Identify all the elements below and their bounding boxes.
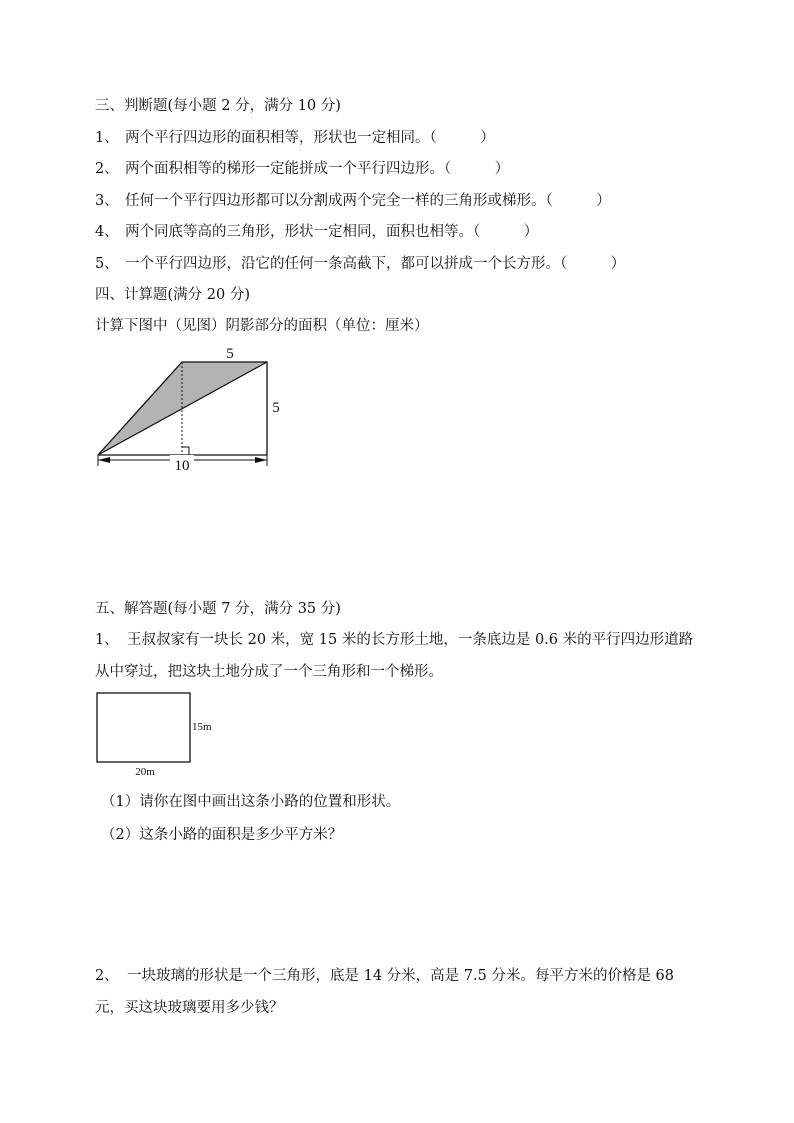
question-1-sub-2: （2）这条小路的面积是多少平方米？	[101, 827, 343, 843]
item-number: 3、	[95, 193, 119, 209]
item-text: 一个平行四边形，沿它的任何一条高截下，都可以拼成一个长方形。（ ）	[125, 256, 626, 272]
question-2	[95, 960, 705, 1024]
item-text: 两个同底等高的三角形，形状一定相同，面积也相等。（ ）	[125, 224, 539, 240]
item-text: 任何一个平行四边形都可以分割成两个完全一样的三角形或梯形。（ ）	[125, 193, 611, 209]
question-text: 王叔叔家有一块长 20 米，宽 15 米的长方形土地，一条底边是 0.6 米的平行四边形道路从中穿过，把这块土地分成了一个三角形和一个梯形。	[95, 632, 694, 680]
top-length-label: 5	[226, 346, 234, 362]
base-length-label: 10	[174, 458, 190, 474]
item-number: 4、	[95, 224, 119, 240]
question-text: 一块玻璃的形状是一个三角形，底是 14 分米，高是 7.5 分米。每平方米的价格是 68 元，买这块玻璃要用多少钱？	[95, 968, 675, 1016]
section-4-heading: 四、计算题(满分 20 分)	[95, 287, 250, 303]
question-1-sub-1: （1）请你在图中画出这条小路的位置和形状。	[101, 794, 401, 810]
section-4-instruction: 计算下图中（见图）阴影部分的面积（单位：厘米）	[95, 318, 429, 334]
item-text: 两个平行四边形的面积相等，形状也一定相同。（ ）	[125, 130, 495, 146]
right-height-label: 5	[272, 400, 280, 416]
item-text: 两个面积相等的梯形一定能拼成一个平行四边形。（ ）	[125, 161, 510, 177]
item-number: 2、	[95, 161, 119, 177]
section-5-heading: 五、解答题(每小题 7 分，满分 35 分)	[95, 601, 341, 617]
question-number: 2、	[95, 968, 119, 984]
question-number: 1、	[95, 632, 119, 648]
field-width-label: 20m	[135, 766, 155, 778]
section-3-heading: 三、判断题(每小题 2 分，满分 10 分)	[95, 98, 341, 114]
field-height-label: 15m	[192, 721, 212, 733]
field-rectangle	[97, 693, 190, 762]
item-number: 5、	[95, 256, 119, 272]
item-number: 1、	[95, 130, 119, 146]
